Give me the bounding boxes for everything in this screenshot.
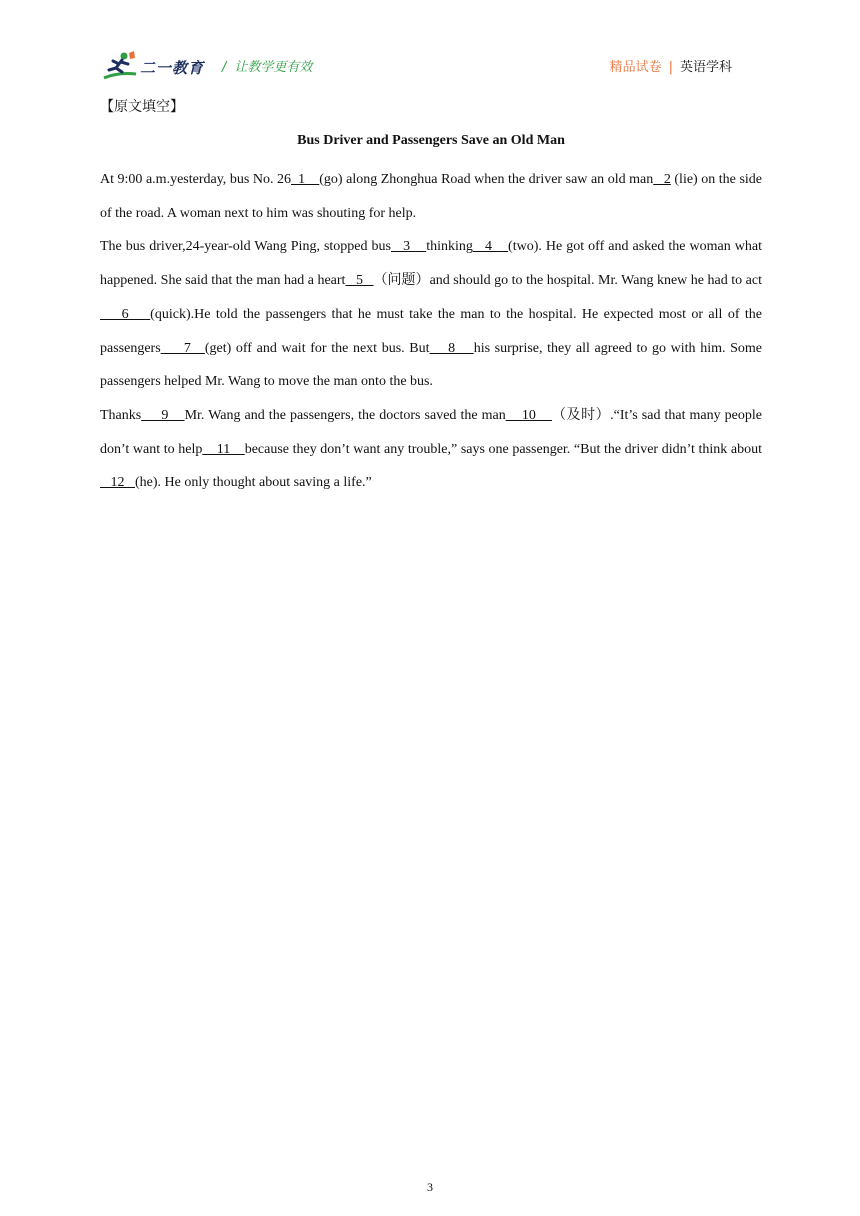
section-label: 【原文填空】 — [100, 99, 184, 115]
answer-blank: 11 — [202, 441, 245, 457]
passage-text: Thanks — [100, 407, 142, 423]
passage-title: Bus Driver and Passengers Save an Old Man — [297, 133, 565, 148]
running-man-icon — [100, 50, 140, 84]
answer-blank: 8 — [429, 340, 474, 356]
passage — [100, 163, 762, 500]
passage-text: thinking — [426, 239, 473, 255]
paragraph-1 — [100, 163, 762, 230]
page-header — [100, 44, 760, 84]
passage-text: (go) along Zhonghua Road when the driver saw an old man — [319, 172, 654, 187]
passage-text: Mr. Wang and the passengers, the doctors saved the man — [184, 407, 506, 423]
quality-label: 精品试卷 — [609, 60, 662, 75]
passage-text: （及时）.“It’s sad that many people don’t want to help — [100, 407, 762, 457]
passage-text: (lie) on the side of the road. A woman next to him was shouting for help. — [100, 172, 762, 221]
answer-blank: 1 — [291, 172, 320, 187]
slogan-slash: / — [222, 60, 227, 75]
answer-blank: 4 — [472, 239, 509, 255]
passage-text: （问题）and should go to the hospital. Mr. Wang knew he had to act — [373, 273, 762, 289]
passage-text: (two). He got off and asked the woman what happened. She said that the man had a heart — [100, 239, 762, 289]
passage-text: At 9:00 a.m.yesterday, bus No. 26 — [100, 172, 291, 187]
logo-text: 二一教育 — [140, 59, 205, 77]
answer-blank: 5 — [345, 273, 374, 289]
slogan-text: 让教学更有效 — [234, 60, 313, 75]
answer-blank: 2 — [653, 172, 671, 187]
paragraph-3 — [100, 399, 762, 500]
passage-text: because they don’t want any trouble,” says one passenger. “But the driver didn’t think about — [244, 441, 762, 457]
slogan — [222, 56, 312, 75]
logo — [100, 50, 220, 84]
passage-text: (get) off and wait for the next bus. But — [204, 340, 430, 356]
passage-text: (he). He only thought about saving a life.” — [135, 475, 372, 491]
page-number: 3 — [427, 1180, 433, 1194]
answer-blank: 9 — [141, 407, 185, 423]
paragraph-2 — [100, 230, 762, 399]
answer-blank: 7 — [160, 340, 205, 356]
passage-text: The bus driver,24-year-old Wang Ping, stopped bus — [100, 239, 391, 255]
answer-blank: 3 — [391, 239, 427, 255]
header-right — [610, 56, 732, 75]
passage-text: his surprise, they all agreed to go with him. Some passengers helped Mr. Wang to move the man onto the bus. — [100, 340, 763, 390]
header-separator: | — [668, 60, 673, 75]
subject-label: 英语学科 — [679, 60, 732, 75]
answer-blank: 10 — [505, 407, 552, 423]
answer-blank: 12 — [100, 475, 135, 491]
passage-text: (quick).He told the passengers that he must take the man to the hospital. He expected most or all of the passengers — [100, 306, 762, 356]
answer-blank: 6 — [100, 306, 151, 322]
